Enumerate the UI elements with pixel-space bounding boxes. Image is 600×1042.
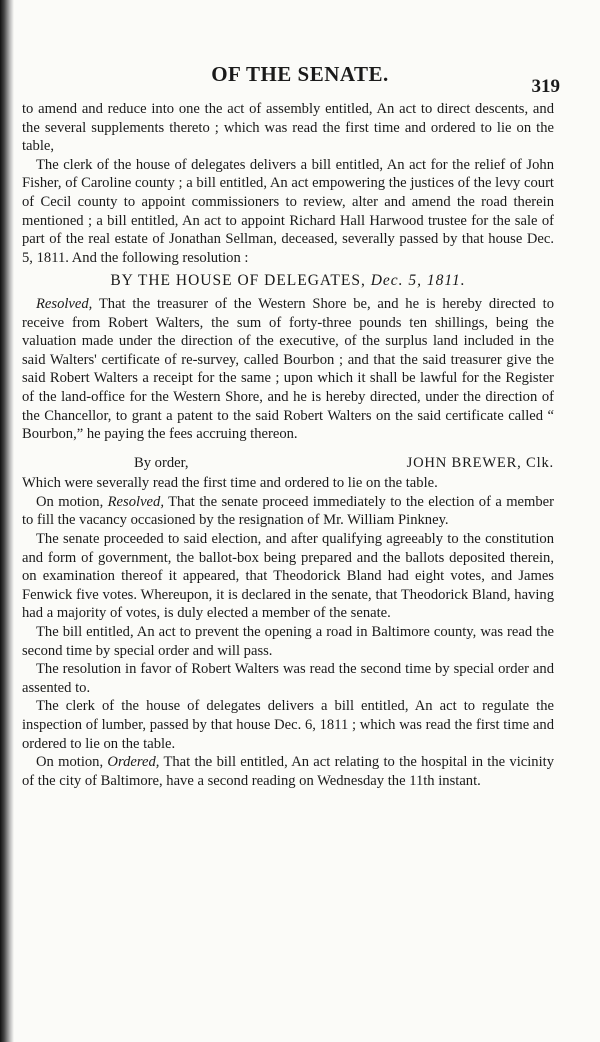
page-header (0, 62, 600, 96)
section-heading-title: BY THE HOUSE OF DELEGATES, (110, 272, 366, 290)
resolved-keyword: Resolved, (107, 493, 164, 510)
resolution-text: That the treasurer of the Western Shore be, and he is hereby directed to receive from Robert Walters, the sum of forty-three pounds ten shillings, being the valuation made under the direction of the executive, of the surplus land included in the said Walters' certificate of re-survey, called Bourbon ; and that the said treasurer give the said Robert Walters a receipt for the same ; upon which it shall be lawful for the Register of the land-office for the Western Shore, and he is hereby directed, under the direction of the Chancellor, to grant a patent to the said Robert Walters on the said certificate called “ Bourbon,” he paying the fees accruing thereon. (22, 295, 554, 443)
motion-lead: On motion, (36, 754, 104, 771)
paragraph-walters-resolution: The resolution in favor of Robert Walters was read the second time by special order and assented to. (22, 661, 554, 696)
journal-text (22, 100, 554, 790)
section-heading (22, 272, 554, 291)
ordered-keyword: Ordered, (107, 754, 160, 771)
paragraph-continuation: to amend and reduce into one the act of assembly entitled, An act to direct descents, and the several supplements thereto ; which was read the first time and ordered to lie on the table, (22, 101, 554, 155)
paragraph-read-first-time: Which were severally read the first time and ordered to lie on the table. (22, 475, 438, 492)
paragraph-lumber-bill: The clerk of the house of delegates delivers a bill entitled, An act to regulate the inspection of lumber, passed by that house Dec. 6, 1811 ; which was read the first time and ordered to lie on the table. (22, 698, 554, 752)
page-number: 319 (531, 76, 560, 97)
paragraph-bills-delivered: The clerk of the house of delegates delivers a bill entitled, An act for the relief of John Fisher, of Caroline county ; a bill entitled, An act empowering the justices of the levy court of Cecil county to appoint commissioners to review, alter and amend the road therein mentioned ; a bill entitled, An act to appoint Richard Hall Harwood trustee for the sale of part of the real estate of Jonathan Sellman, deceased, severally passed by that house Dec. 5, 1811. And the following resolution : (22, 156, 554, 266)
running-title: OF THE SENATE. (211, 62, 389, 86)
resolution-paragraph (22, 295, 554, 444)
paragraph-road-bill: The bill entitled, An act to prevent the opening a road in Baltimore county, was read the second time by special order and will pass. (22, 624, 554, 659)
page-binding-edge (0, 0, 14, 1042)
motion-text: That the bill entitled, An act relating to the hospital in the vicinity of the city of Baltimore, have a second reading on Wednesday the 11th instant. (22, 754, 554, 789)
motion-text: That the senate proceed immediately to the election of a member to fill the vacancy occasioned by the resignation of Mr. William Pinkney. (22, 493, 555, 529)
motion-hospital-paragraph (22, 753, 554, 790)
motion-lead: On motion, (36, 493, 104, 510)
clerk-signature: JOHN BREWER, Clk. (406, 454, 554, 471)
resolved-keyword: Resolved, (36, 295, 93, 312)
section-heading-date: Dec. 5, 1811. (370, 272, 466, 290)
motion-election-paragraph (22, 493, 554, 530)
signature-line (22, 454, 554, 473)
by-order-label: By order, (134, 454, 189, 471)
election-result-paragraph: The senate proceeded to said election, and after qualifying agreeably to the constitution and form of government, the ballot-box being prepared and the ballots deposited therein, on examination thereof it appeared, that Theodorick Bland had eight votes, and James Fenwick five votes. Whereupon, it is declared in the senate, that Theodorick Bland, having had a majority of votes, is duly elected a member of the senate. (22, 531, 554, 622)
